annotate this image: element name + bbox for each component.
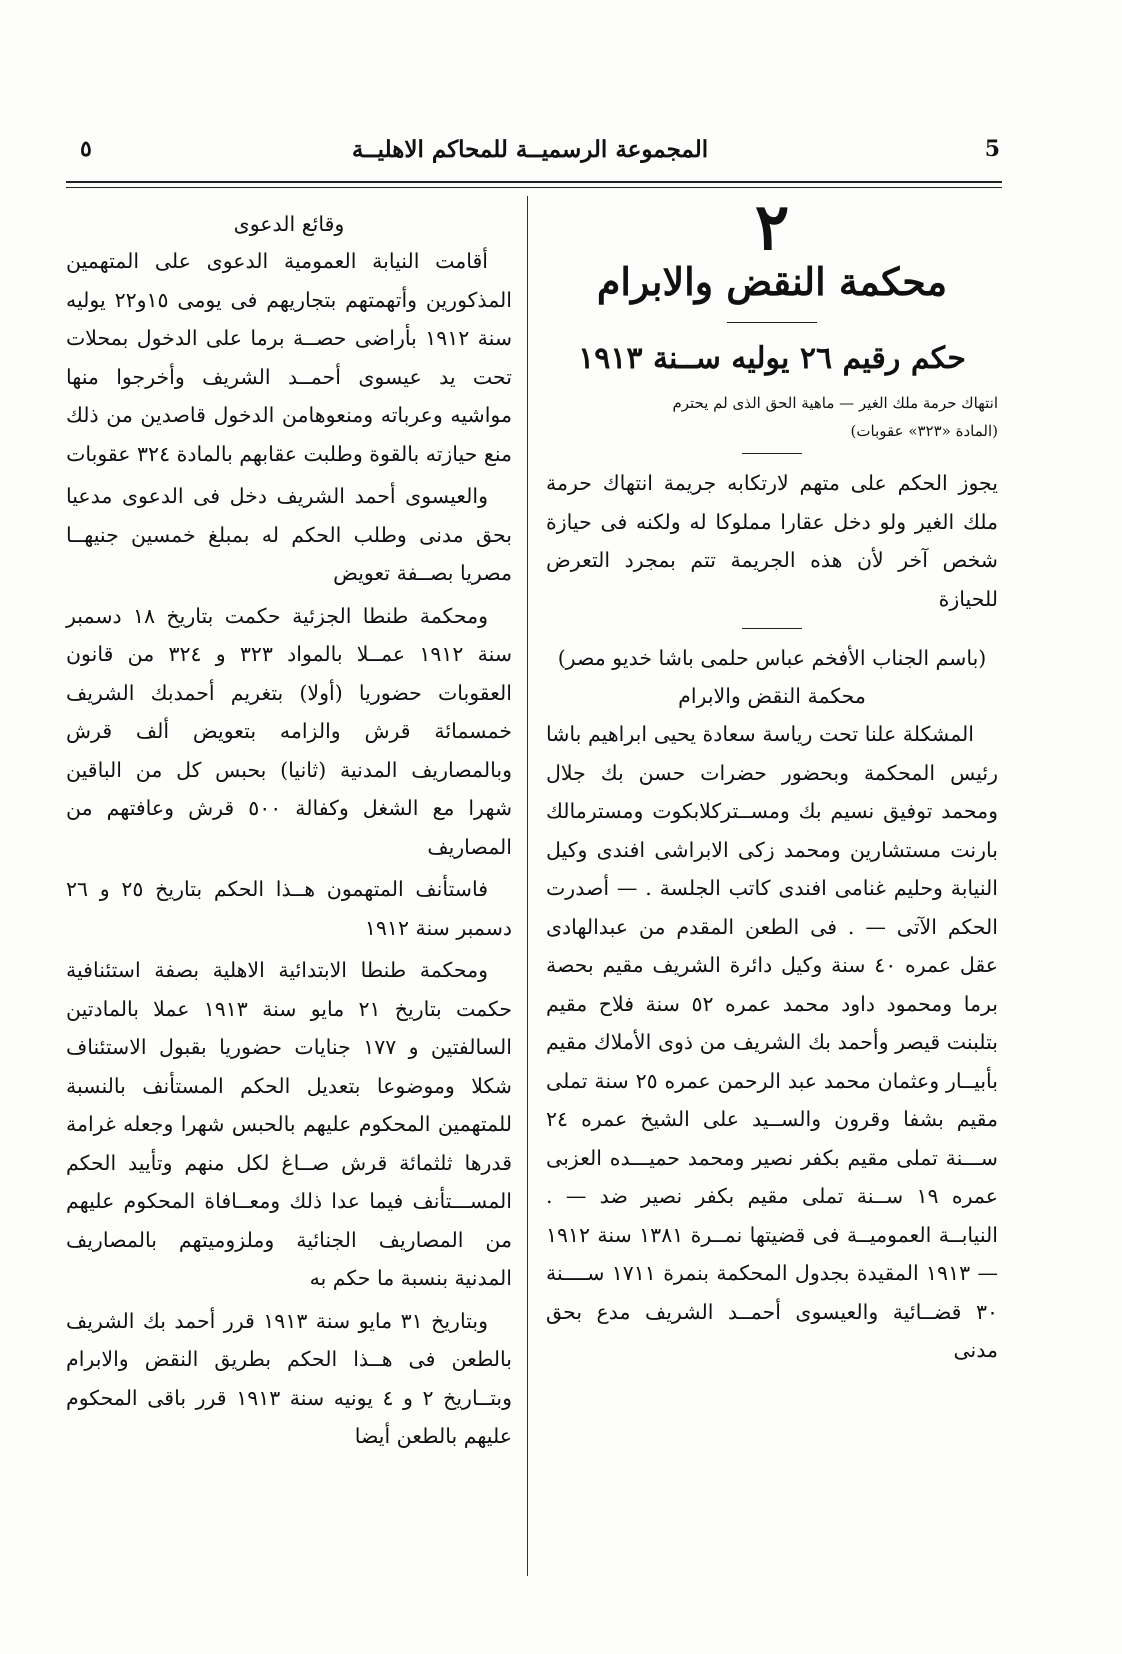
page-number-latin: 5 [984, 136, 1000, 162]
case-number: ٢ [754, 190, 790, 265]
judgment-body: المشكلة علنا تحت رياسة سعادة يحيى ابراهيم باشا رئيس المحكمة وبحضور حضرات حسن بك جلال ومحمد توفيق نسيم بك ومســتركلابكوت ومسترمالك بارنت مستشارين ومحمد زكى الابراشى افندى وكيل النيابة وحليم غنامى افندى كاتب الجلسة . — أصدرت الحكم الآتى — . فى الطعن المقدم من عبدالهادى عقل عمره ٤٠ سنة وكيل دائرة الشريف مقيم بحصة برما ومحمود داود محمد عمره ٥٢ سنة فلاح مقيم بتلبنت قيصر وأحمد بك الشريف من ذوى الأملاك مقيم بأبيــار وعثمان محمد عبد الرحمن عمره ٢٥ سنة تملى مقيم بشفا وقرون والســيد على الشيخ عمره ٢٤ ســـنة تملى مقيم بكفر نصير ومحمد حميـــده العزبى عمره ١٩ ســنة تملى مقيم بكفر نصير ضد — . النيابــة العموميــة فى قضيتها نمــرة ١٣٨١ سنة ١٩١٢ — ١٩١٣ المقيدة بجدول المحكمة بنمرة ١٧١١ ســــنة ٣٠ قضــائية والعيسوى أحمــد الشريف مدع بحق مدنى [546, 722, 998, 1362]
paragraph: أقامت النيابة العمومية الدعوى على المتهمين المذكورين وأتهمتهم بتجاريهم فى يومى ١٥و٢٢ يوليه سنة ١٩١٢ بأراضى حصــة برما على الدخول بمحلات تحت يد عيسوى أحمــد الشريف وأخرجوا منها مواشيه وعرباته ومنعوهامن الدخول قاصدين من ذلك منع حيازته بالقوة وطلبت عقابهم بالمادة ٣٢٤ عقوبات [66, 249, 513, 466]
paragraph: وبتاريخ ٣١ مايو سنة ١٩١٣ قرر أحمد بك الشريف بالطعن فى هــذا الحكم بطريق النقض والابرام وبتــاريخ ٢ و ٤ يونيه سنة ١٩١٣ قرر باقى المحكوم عليهم بالطعن أيضا [66, 1308, 513, 1448]
page-header [60, 136, 1000, 170]
separator [742, 628, 802, 629]
court-title: محكمة النقض والابرام [596, 259, 948, 304]
paragraph: والعيسوى أحمد الشريف دخل فى الدعوى مدعيا بحق مدنى وطلب الحكم له بمبلغ خمسين جنيهــا مصريا بصــفة تعويض [66, 484, 512, 585]
paragraph: ومحكمة طنطا الجزئية حكمت بتاريخ ١٨ دسمبر سنة ١٩١٢ عمــلا بالمواد ٣٢٣ و ٣٢٤ من قانون العقوبات حضوريا (أولا) بتغريم أحمدبك الشريف خمسمائة قرش والزامه بتعويض ألف قرش وبالمصاريف المدنية (ثانيا) بحبس كل من الباقين شهرا مع الشغل وكفالة ٥٠٠ قرش وعافتهم من المصاريف [66, 603, 513, 859]
legal-principle: يجوز الحكم على متهم لارتكابه جريمة انتهاك حرمة ملك الغير ولو دخل عقارا مملوكا له ولكنه فى حيازة شخص آخر لأن هذه الجريمة تتم بمجرد التعرض للحيازة [546, 471, 998, 611]
in-the-name-heading: (باسم الجناب الأفخم عباس حلمى باشا خديو مصر) [557, 646, 987, 670]
court-heading: محكمة النقض والابرام [678, 684, 866, 708]
page-number-arabic: ٥ [80, 136, 92, 162]
right-column [546, 190, 998, 1374]
paragraph: فاستأنف المتهمون هــذا الحكم بتاريخ ٢٥ و ٢٦ دسمبر سنة ١٩١٢ [66, 877, 512, 940]
journal-title: المجموعة الرسميــة للمحاكم الاهليــة [351, 136, 709, 163]
judgment-date: حكم رقيم ٢٦ يوليه ســنة ١٩١٣ [578, 341, 966, 376]
separator [742, 453, 802, 454]
summary-article: (المادة «٣٢٣» عقوبات) [850, 422, 998, 440]
left-column [66, 206, 512, 1460]
header-rule-thick [66, 181, 1002, 183]
paragraph: ومحكمة طنطا الابتدائية الاهلية بصفة استئنافية حكمت بتاريخ ٢١ مايو سنة ١٩١٣ عملا بالمادتين السالفتين و ١٧٧ جنايات حضوريا بقبول الاستئناف شكلا وموضوعا بتعديل الحكم المستأنف بالنسبة للمتهمين المحكوم عليهم بالحبس شهرا وجعله غرامة قدرها ثلثمائة قرش صــاغ لكل منهم وتأييد الحكم المســـتأنف فيما عدا ذلك ومعــافاة المحكوم عليهم من المصاريف الجنائية وملزوميتهم بالمصاريف المدنية بنسبة ما حكم به [66, 958, 512, 1290]
separator [727, 322, 817, 323]
header-rule-thin [66, 187, 1002, 188]
summary-line: انتهاك حرمة ملك الغير — ماهية الحق الذى لم يحترم [672, 394, 998, 412]
column-divider [527, 196, 528, 1576]
facts-heading: وقائع الدعوى [233, 212, 345, 236]
